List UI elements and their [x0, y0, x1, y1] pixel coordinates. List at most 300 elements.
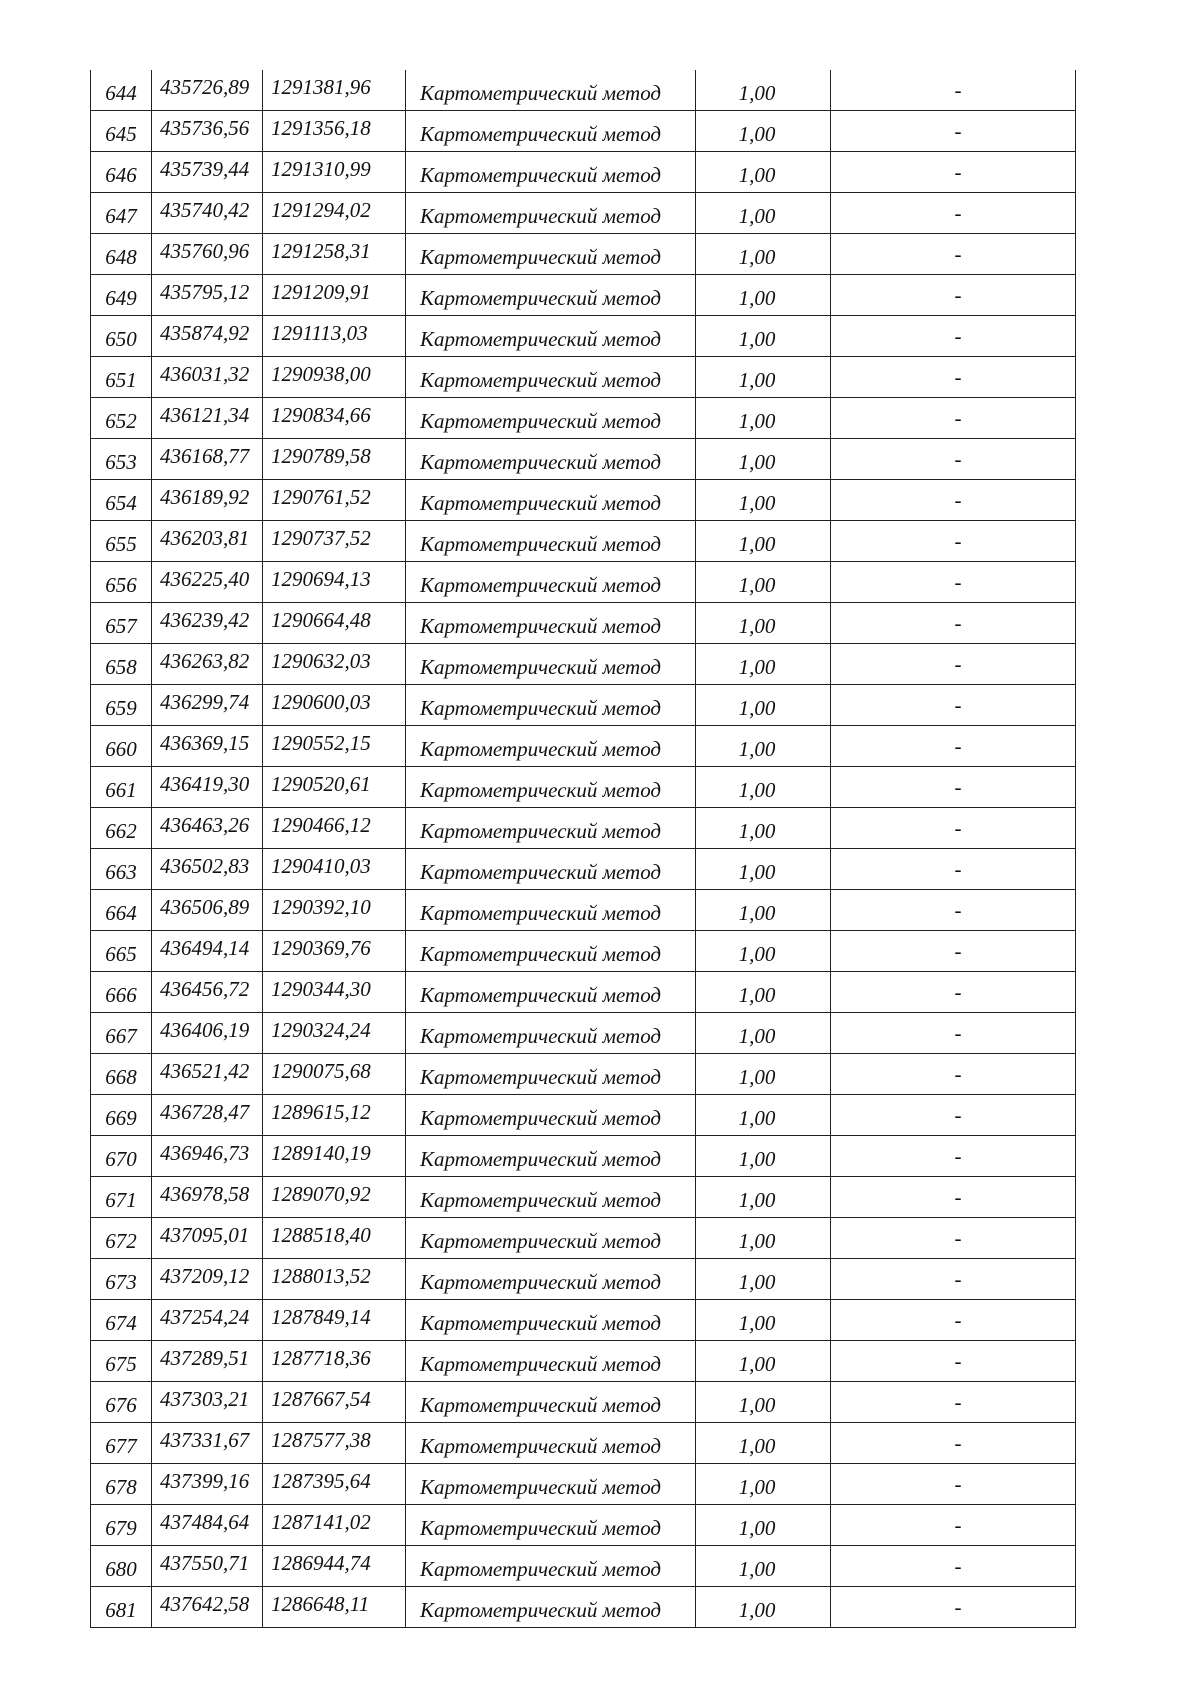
- accuracy-cell: [696, 726, 831, 767]
- point-number-text: 681: [105, 1597, 137, 1622]
- method-cell: [406, 1341, 696, 1382]
- accuracy-text: 1,00: [738, 777, 776, 802]
- point-number-text: 679: [105, 1515, 137, 1540]
- y-coordinate-cell: [263, 357, 406, 398]
- table-row: [91, 111, 1076, 152]
- y-coordinate-text: 1287577,38: [271, 1427, 371, 1452]
- accuracy-text: 1,00: [738, 859, 776, 884]
- description-cell: [831, 1382, 1076, 1423]
- point-number-cell: [91, 1013, 152, 1054]
- method-text: Картометрический метод: [420, 1269, 662, 1294]
- accuracy-text: 1,00: [738, 367, 776, 392]
- point-number-cell: [91, 931, 152, 972]
- description-cell: [831, 562, 1076, 603]
- y-coordinate-cell: [263, 1177, 406, 1218]
- table-row: [91, 1136, 1076, 1177]
- description-text: -: [954, 815, 962, 840]
- accuracy-cell: [696, 480, 831, 521]
- y-coordinate-cell: [263, 275, 406, 316]
- x-coordinate-text: 436521,42: [160, 1058, 250, 1083]
- accuracy-cell: [696, 644, 831, 685]
- accuracy-cell: [696, 521, 831, 562]
- x-coordinate-text: 436031,32: [160, 361, 250, 386]
- accuracy-cell: [696, 1136, 831, 1177]
- description-cell: [831, 767, 1076, 808]
- x-coordinate-cell: [152, 1177, 263, 1218]
- description-cell: [831, 316, 1076, 357]
- description-cell: [831, 439, 1076, 480]
- method-cell: [406, 1587, 696, 1628]
- point-number-cell: [91, 1300, 152, 1341]
- x-coordinate-cell: [152, 1300, 263, 1341]
- y-coordinate-text: 1289615,12: [271, 1099, 371, 1124]
- y-coordinate-cell: [263, 1587, 406, 1628]
- description-text: -: [954, 1512, 962, 1537]
- y-coordinate-cell: [263, 1300, 406, 1341]
- description-cell: [831, 480, 1076, 521]
- x-coordinate-text: 436978,58: [160, 1181, 250, 1206]
- point-number-text: 665: [105, 941, 137, 966]
- table-row: [91, 931, 1076, 972]
- accuracy-text: 1,00: [738, 1597, 776, 1622]
- accuracy-cell: [696, 1505, 831, 1546]
- y-coordinate-text: 1290694,13: [271, 566, 371, 591]
- point-number-text: 648: [105, 244, 137, 269]
- accuracy-cell: [696, 931, 831, 972]
- x-coordinate-text: 436121,34: [160, 402, 250, 427]
- accuracy-cell: [696, 1054, 831, 1095]
- table-row: [91, 1423, 1076, 1464]
- table-row: [91, 1505, 1076, 1546]
- point-number-text: 649: [105, 285, 137, 310]
- point-number-cell: [91, 1464, 152, 1505]
- x-coordinate-cell: [152, 521, 263, 562]
- y-coordinate-cell: [263, 1136, 406, 1177]
- description-text: -: [954, 405, 962, 430]
- x-coordinate-text: 435740,42: [160, 197, 250, 222]
- method-text: Картометрический метод: [420, 1146, 662, 1171]
- accuracy-text: 1,00: [738, 408, 776, 433]
- description-cell: [831, 398, 1076, 439]
- method-text: Картометрический метод: [420, 1228, 662, 1253]
- description-text: -: [954, 282, 962, 307]
- y-coordinate-text: 1290664,48: [271, 607, 371, 632]
- point-number-text: 656: [105, 572, 137, 597]
- y-coordinate-text: 1290520,61: [271, 771, 371, 796]
- table-row: [91, 1013, 1076, 1054]
- x-coordinate-text: 436168,77: [160, 443, 250, 468]
- method-text: Картометрический метод: [420, 654, 662, 679]
- description-text: -: [954, 979, 962, 1004]
- accuracy-cell: [696, 562, 831, 603]
- point-number-cell: [91, 890, 152, 931]
- point-number-text: 659: [105, 695, 137, 720]
- method-text: Картометрический метод: [420, 818, 662, 843]
- description-cell: [831, 521, 1076, 562]
- accuracy-text: 1,00: [738, 162, 776, 187]
- y-coordinate-cell: [263, 603, 406, 644]
- description-cell: [831, 1013, 1076, 1054]
- x-coordinate-text: 436189,92: [160, 484, 250, 509]
- description-text: -: [954, 364, 962, 389]
- point-number-text: 671: [105, 1187, 137, 1212]
- x-coordinate-cell: [152, 398, 263, 439]
- point-number-text: 653: [105, 449, 137, 474]
- method-text: Картометрический метод: [420, 572, 662, 597]
- accuracy-text: 1,00: [738, 1474, 776, 1499]
- description-text: -: [954, 1061, 962, 1086]
- description-cell: [831, 1136, 1076, 1177]
- point-number-text: 672: [105, 1228, 137, 1253]
- point-number-cell: [91, 1546, 152, 1587]
- description-cell: [831, 1587, 1076, 1628]
- table-row: [91, 1587, 1076, 1628]
- description-text: -: [954, 733, 962, 758]
- point-number-cell: [91, 1423, 152, 1464]
- table-row: [91, 1300, 1076, 1341]
- description-cell: [831, 644, 1076, 685]
- y-coordinate-text: 1290761,52: [271, 484, 371, 509]
- x-coordinate-cell: [152, 1259, 263, 1300]
- accuracy-text: 1,00: [738, 900, 776, 925]
- y-coordinate-cell: [263, 111, 406, 152]
- table-row: [91, 316, 1076, 357]
- y-coordinate-text: 1290938,00: [271, 361, 371, 386]
- y-coordinate-text: 1291258,31: [271, 238, 371, 263]
- x-coordinate-cell: [152, 1587, 263, 1628]
- method-text: Картометрический метод: [420, 1351, 662, 1376]
- y-coordinate-text: 1291294,02: [271, 197, 371, 222]
- x-coordinate-text: 435795,12: [160, 279, 250, 304]
- y-coordinate-cell: [263, 1095, 406, 1136]
- y-coordinate-cell: [263, 1464, 406, 1505]
- point-number-text: 644: [105, 80, 137, 105]
- accuracy-text: 1,00: [738, 80, 776, 105]
- method-cell: [406, 1095, 696, 1136]
- x-coordinate-text: 436463,26: [160, 812, 250, 837]
- y-coordinate-cell: [263, 1259, 406, 1300]
- method-cell: [406, 603, 696, 644]
- y-coordinate-text: 1290737,52: [271, 525, 371, 550]
- method-text: Картометрический метод: [420, 941, 662, 966]
- point-number-cell: [91, 357, 152, 398]
- method-cell: [406, 726, 696, 767]
- point-number-text: 647: [105, 203, 137, 228]
- x-coordinate-cell: [152, 1423, 263, 1464]
- y-coordinate-text: 1291356,18: [271, 115, 371, 140]
- method-cell: [406, 480, 696, 521]
- method-cell: [406, 1546, 696, 1587]
- accuracy-text: 1,00: [738, 1351, 776, 1376]
- description-text: -: [954, 856, 962, 881]
- description-text: -: [954, 1430, 962, 1455]
- x-coordinate-text: 435726,89: [160, 74, 250, 99]
- accuracy-cell: [696, 808, 831, 849]
- table-row: [91, 152, 1076, 193]
- x-coordinate-text: 436225,40: [160, 566, 250, 591]
- description-text: -: [954, 1553, 962, 1578]
- table-row: [91, 521, 1076, 562]
- accuracy-text: 1,00: [738, 1146, 776, 1171]
- description-cell: [831, 275, 1076, 316]
- accuracy-cell: [696, 193, 831, 234]
- description-cell: [831, 603, 1076, 644]
- x-coordinate-cell: [152, 1546, 263, 1587]
- point-number-cell: [91, 316, 152, 357]
- description-text: -: [954, 159, 962, 184]
- description-cell: [831, 808, 1076, 849]
- point-number-text: 667: [105, 1023, 137, 1048]
- method-cell: [406, 152, 696, 193]
- method-text: Картометрический метод: [420, 203, 662, 228]
- method-text: Картометрический метод: [420, 162, 662, 187]
- method-text: Картометрический метод: [420, 531, 662, 556]
- accuracy-cell: [696, 1095, 831, 1136]
- description-cell: [831, 1546, 1076, 1587]
- method-cell: [406, 193, 696, 234]
- x-coordinate-cell: [152, 1464, 263, 1505]
- description-cell: [831, 1300, 1076, 1341]
- point-number-cell: [91, 808, 152, 849]
- method-cell: [406, 398, 696, 439]
- method-cell: [406, 275, 696, 316]
- description-text: -: [954, 446, 962, 471]
- y-coordinate-cell: [263, 193, 406, 234]
- point-number-cell: [91, 603, 152, 644]
- accuracy-cell: [696, 1464, 831, 1505]
- table-row: [91, 1341, 1076, 1382]
- description-text: -: [954, 1307, 962, 1332]
- point-number-cell: [91, 1259, 152, 1300]
- y-coordinate-text: 1290466,12: [271, 812, 371, 837]
- table-row: [91, 972, 1076, 1013]
- x-coordinate-text: 437484,64: [160, 1509, 250, 1534]
- point-number-cell: [91, 972, 152, 1013]
- accuracy-cell: [696, 439, 831, 480]
- point-number-cell: [91, 480, 152, 521]
- accuracy-cell: [696, 316, 831, 357]
- description-text: -: [954, 610, 962, 635]
- point-number-cell: [91, 111, 152, 152]
- method-text: Картометрический метод: [420, 449, 662, 474]
- y-coordinate-cell: [263, 439, 406, 480]
- point-number-text: 668: [105, 1064, 137, 1089]
- method-text: Картометрический метод: [420, 367, 662, 392]
- coordinates-table: [90, 70, 1076, 1628]
- y-coordinate-cell: [263, 644, 406, 685]
- table-row: [91, 70, 1076, 111]
- accuracy-text: 1,00: [738, 1228, 776, 1253]
- description-text: -: [954, 897, 962, 922]
- method-cell: [406, 1136, 696, 1177]
- method-cell: [406, 111, 696, 152]
- point-number-text: 670: [105, 1146, 137, 1171]
- point-number-cell: [91, 726, 152, 767]
- description-cell: [831, 193, 1076, 234]
- point-number-text: 658: [105, 654, 137, 679]
- point-number-cell: [91, 1505, 152, 1546]
- method-text: Картометрический метод: [420, 1187, 662, 1212]
- method-text: Картометрический метод: [420, 80, 662, 105]
- method-text: Картометрический метод: [420, 326, 662, 351]
- method-cell: [406, 685, 696, 726]
- accuracy-text: 1,00: [738, 654, 776, 679]
- x-coordinate-text: 436239,42: [160, 607, 250, 632]
- method-cell: [406, 1382, 696, 1423]
- point-number-cell: [91, 70, 152, 111]
- y-coordinate-cell: [263, 152, 406, 193]
- coordinates-table-body: [91, 70, 1076, 1628]
- x-coordinate-text: 437254,24: [160, 1304, 250, 1329]
- y-coordinate-text: 1289140,19: [271, 1140, 371, 1165]
- description-text: -: [954, 1594, 962, 1619]
- accuracy-cell: [696, 398, 831, 439]
- accuracy-text: 1,00: [738, 531, 776, 556]
- method-cell: [406, 316, 696, 357]
- description-cell: [831, 685, 1076, 726]
- y-coordinate-cell: [263, 767, 406, 808]
- accuracy-cell: [696, 152, 831, 193]
- y-coordinate-cell: [263, 1505, 406, 1546]
- y-coordinate-cell: [263, 849, 406, 890]
- method-text: Картометрический метод: [420, 1105, 662, 1130]
- method-cell: [406, 1464, 696, 1505]
- method-text: Картометрический метод: [420, 736, 662, 761]
- y-coordinate-cell: [263, 521, 406, 562]
- point-number-text: 661: [105, 777, 137, 802]
- accuracy-cell: [696, 234, 831, 275]
- point-number-cell: [91, 849, 152, 890]
- table-row: [91, 603, 1076, 644]
- y-coordinate-cell: [263, 972, 406, 1013]
- x-coordinate-cell: [152, 1136, 263, 1177]
- point-number-cell: [91, 193, 152, 234]
- accuracy-text: 1,00: [738, 1187, 776, 1212]
- point-number-text: 652: [105, 408, 137, 433]
- method-cell: [406, 972, 696, 1013]
- point-number-text: 675: [105, 1351, 137, 1376]
- table-row: [91, 808, 1076, 849]
- table-row: [91, 1464, 1076, 1505]
- description-text: -: [954, 774, 962, 799]
- x-coordinate-text: 435739,44: [160, 156, 250, 181]
- table-row: [91, 562, 1076, 603]
- point-number-text: 660: [105, 736, 137, 761]
- method-text: Картометрический метод: [420, 777, 662, 802]
- x-coordinate-text: 436406,19: [160, 1017, 250, 1042]
- accuracy-cell: [696, 1013, 831, 1054]
- description-text: -: [954, 692, 962, 717]
- accuracy-text: 1,00: [738, 1023, 776, 1048]
- y-coordinate-text: 1291310,99: [271, 156, 371, 181]
- x-coordinate-text: 436263,82: [160, 648, 250, 673]
- point-number-text: 678: [105, 1474, 137, 1499]
- accuracy-cell: [696, 849, 831, 890]
- method-cell: [406, 808, 696, 849]
- point-number-text: 663: [105, 859, 137, 884]
- accuracy-text: 1,00: [738, 1433, 776, 1458]
- accuracy-text: 1,00: [738, 1269, 776, 1294]
- description-cell: [831, 1259, 1076, 1300]
- description-text: -: [954, 1184, 962, 1209]
- method-text: Картометрический метод: [420, 1515, 662, 1540]
- y-coordinate-text: 1287718,36: [271, 1345, 371, 1370]
- accuracy-cell: [696, 1423, 831, 1464]
- accuracy-cell: [696, 1587, 831, 1628]
- method-cell: [406, 849, 696, 890]
- description-text: -: [954, 569, 962, 594]
- point-number-cell: [91, 521, 152, 562]
- description-text: -: [954, 1225, 962, 1250]
- accuracy-cell: [696, 111, 831, 152]
- method-cell: [406, 931, 696, 972]
- accuracy-cell: [696, 70, 831, 111]
- accuracy-text: 1,00: [738, 695, 776, 720]
- x-coordinate-cell: [152, 849, 263, 890]
- y-coordinate-text: 1290392,10: [271, 894, 371, 919]
- description-cell: [831, 1464, 1076, 1505]
- x-coordinate-cell: [152, 685, 263, 726]
- point-number-text: 680: [105, 1556, 137, 1581]
- description-cell: [831, 1054, 1076, 1095]
- accuracy-text: 1,00: [738, 736, 776, 761]
- table-row: [91, 275, 1076, 316]
- table-row: [91, 480, 1076, 521]
- point-number-text: 657: [105, 613, 137, 638]
- method-cell: [406, 1259, 696, 1300]
- point-number-cell: [91, 644, 152, 685]
- y-coordinate-cell: [263, 1546, 406, 1587]
- y-coordinate-text: 1290369,76: [271, 935, 371, 960]
- x-coordinate-text: 436728,47: [160, 1099, 250, 1124]
- point-number-text: 664: [105, 900, 137, 925]
- table-row: [91, 1054, 1076, 1095]
- x-coordinate-text: 436203,81: [160, 525, 250, 550]
- table-row: [91, 849, 1076, 890]
- table-row: [91, 398, 1076, 439]
- y-coordinate-cell: [263, 808, 406, 849]
- x-coordinate-cell: [152, 480, 263, 521]
- x-coordinate-cell: [152, 808, 263, 849]
- description-cell: [831, 357, 1076, 398]
- point-number-text: 669: [105, 1105, 137, 1130]
- method-cell: [406, 521, 696, 562]
- x-coordinate-text: 436369,15: [160, 730, 250, 755]
- point-number-cell: [91, 398, 152, 439]
- description-text: -: [954, 1266, 962, 1291]
- x-coordinate-text: 436456,72: [160, 976, 250, 1001]
- y-coordinate-cell: [263, 562, 406, 603]
- x-coordinate-cell: [152, 152, 263, 193]
- method-cell: [406, 357, 696, 398]
- point-number-cell: [91, 439, 152, 480]
- table-row: [91, 1177, 1076, 1218]
- method-text: Картометрический метод: [420, 1597, 662, 1622]
- point-number-text: 655: [105, 531, 137, 556]
- method-cell: [406, 1177, 696, 1218]
- description-text: -: [954, 77, 962, 102]
- method-text: Картометрический метод: [420, 121, 662, 146]
- accuracy-text: 1,00: [738, 203, 776, 228]
- method-cell: [406, 70, 696, 111]
- accuracy-cell: [696, 603, 831, 644]
- accuracy-text: 1,00: [738, 941, 776, 966]
- x-coordinate-cell: [152, 1341, 263, 1382]
- accuracy-text: 1,00: [738, 449, 776, 474]
- description-cell: [831, 972, 1076, 1013]
- table-row: [91, 1218, 1076, 1259]
- description-cell: [831, 111, 1076, 152]
